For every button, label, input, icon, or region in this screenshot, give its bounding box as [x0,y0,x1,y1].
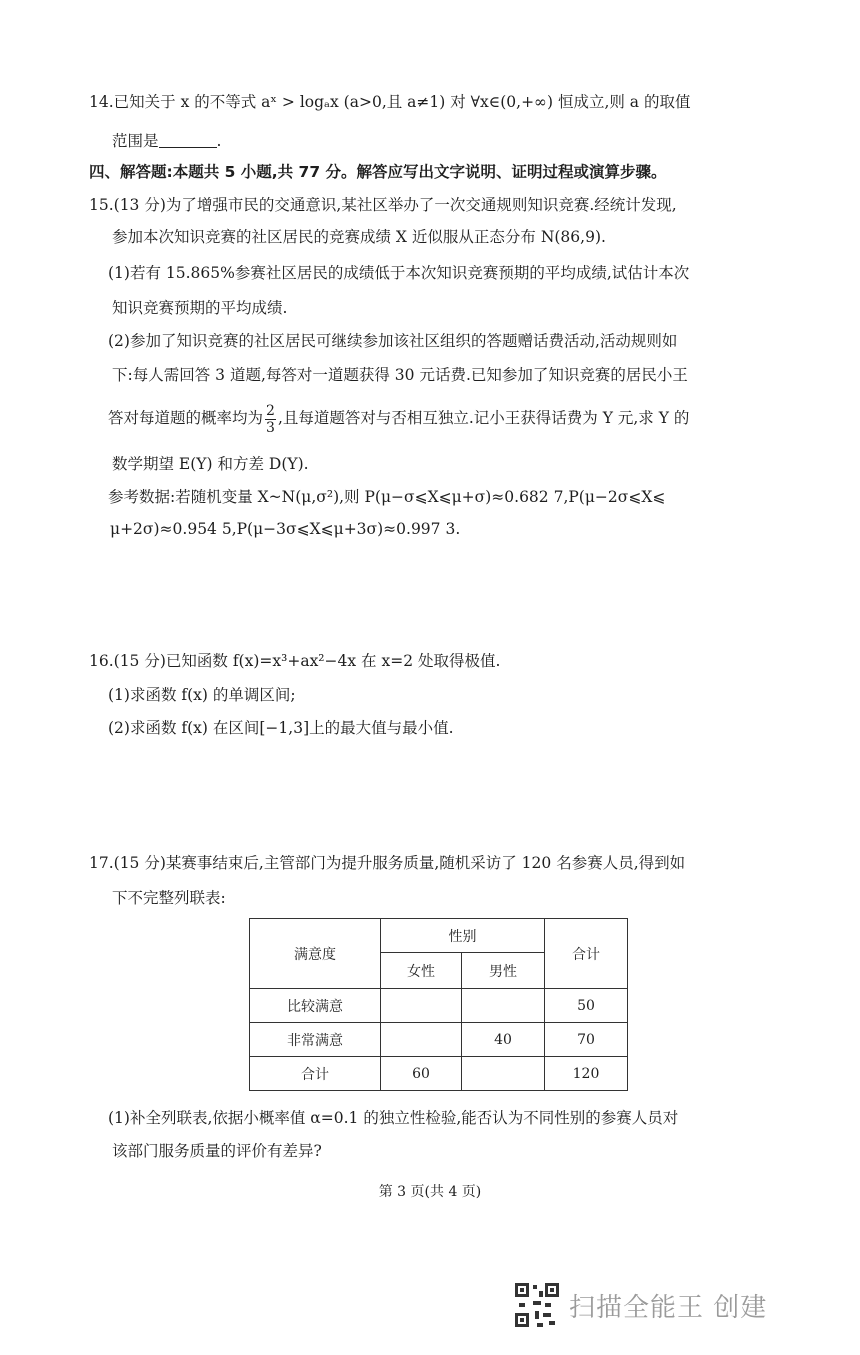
q15-line1: 15.(13 分)为了增强市民的交通意识,某社区举办了一次交通规则知识竞赛.经统计发现, [89,196,677,214]
watermark-text: 扫描全能王 创建 [569,1292,768,1323]
scanner-watermark [515,1283,767,1327]
fraction [265,403,276,436]
q15-line5: (2)参加了知识竞赛的社区居民可继续参加该社区组织的答题赠话费活动,活动规则如 [108,332,678,350]
cell-female: 60 [381,1057,462,1091]
page-footer: 第 3 页(共 4 页) [378,1184,482,1200]
cell-total: 120 [545,1057,628,1091]
q16-line1: 16.(15 分)已知函数 f(x)=x³+ax²−4x 在 x=2 处取得极值. [89,652,501,670]
q17-part1-line2: 该部门服务质量的评价有差异? [112,1142,322,1160]
q16-part1: (1)求函数 f(x) 的单调区间; [108,686,296,704]
answer-blank [159,131,217,148]
cell-female [381,1023,462,1057]
cell-female [381,989,462,1023]
q15-line8: 数学期望 E(Y) 和方差 D(Y). [112,455,309,473]
q17-part1-line1: (1)补全列联表,依据小概率值 α=0.1 的独立性检验,能否认为不同性别的参赛人员对 [108,1109,679,1127]
header-gender: 性别 [381,919,545,953]
section-heading: 四、解答题:本题共 5 小题,共 77 分。解答应写出文字说明、证明过程或演算步骤。 [89,163,667,181]
q14-line2-end: . [216,132,222,150]
q17-line2: 下不完整列联表: [112,889,226,907]
header-female: 女性 [381,953,462,989]
q15-line7-pre: 答对每道题的概率均为 [108,409,264,427]
row-label: 非常满意 [250,1023,381,1057]
table-row [250,989,628,1023]
qr-code-icon [515,1283,559,1327]
table-row [250,1023,628,1057]
fraction-denominator: 3 [266,419,275,436]
row-label: 比较满意 [250,989,381,1023]
row-label: 合计 [250,1057,381,1091]
q16-part2: (2)求函数 f(x) 在区间[−1,3]上的最大值与最小值. [108,719,454,737]
q14-line1: 14.已知关于 x 的不等式 aˣ > logₐx (a>0,且 a≠1) 对 ∀x∈(0,+∞) 恒成立,则 a 的取值 [89,93,691,111]
q15-line6: 下:每人需回答 3 道题,每答对一道题获得 30 元话费.已知参加了知识竞赛的居民小王 [112,366,688,384]
q17-line1: 17.(15 分)某赛事结束后,主管部门为提升服务质量,随机采访了 120 名参赛人员,得到如 [89,854,686,872]
q14-line2-text: 范围是 [112,132,159,150]
q15-line7 [108,398,689,438]
q15-line7-post: ,且每道题答对与否相互独立.记小王获得话费为 Y 元,求 Y 的 [277,409,690,427]
cell-male [462,1057,545,1091]
header-total: 合计 [545,919,628,989]
table-row [250,1057,628,1091]
header-male: 男性 [462,953,545,989]
header-satisfaction: 满意度 [250,919,381,989]
q15-line4: 知识竞赛预期的平均成绩. [112,299,288,317]
q15-line3: (1)若有 15.865%参赛社区居民的成绩低于本次知识竞赛预期的平均成绩,试估计本次 [108,264,690,282]
q15-ref2: μ+2σ)≈0.954 5,P(μ−3σ⩽X⩽μ+3σ)≈0.997 3. [110,520,461,538]
cell-male [462,989,545,1023]
fraction-numerator: 2 [266,402,275,419]
cell-male: 40 [462,1023,545,1057]
contingency-table [249,918,628,1091]
cell-total: 70 [545,1023,628,1057]
cell-total: 50 [545,989,628,1023]
q14-line2 [112,130,221,152]
q15-line2: 参加本次知识竞赛的社区居民的竞赛成绩 X 近似服从正态分布 N(86,9). [112,228,606,246]
q15-ref1: 参考数据:若随机变量 X~N(μ,σ²),则 P(μ−σ⩽X⩽μ+σ)≈0.682 7,P(μ−2σ⩽X⩽ [108,488,666,506]
